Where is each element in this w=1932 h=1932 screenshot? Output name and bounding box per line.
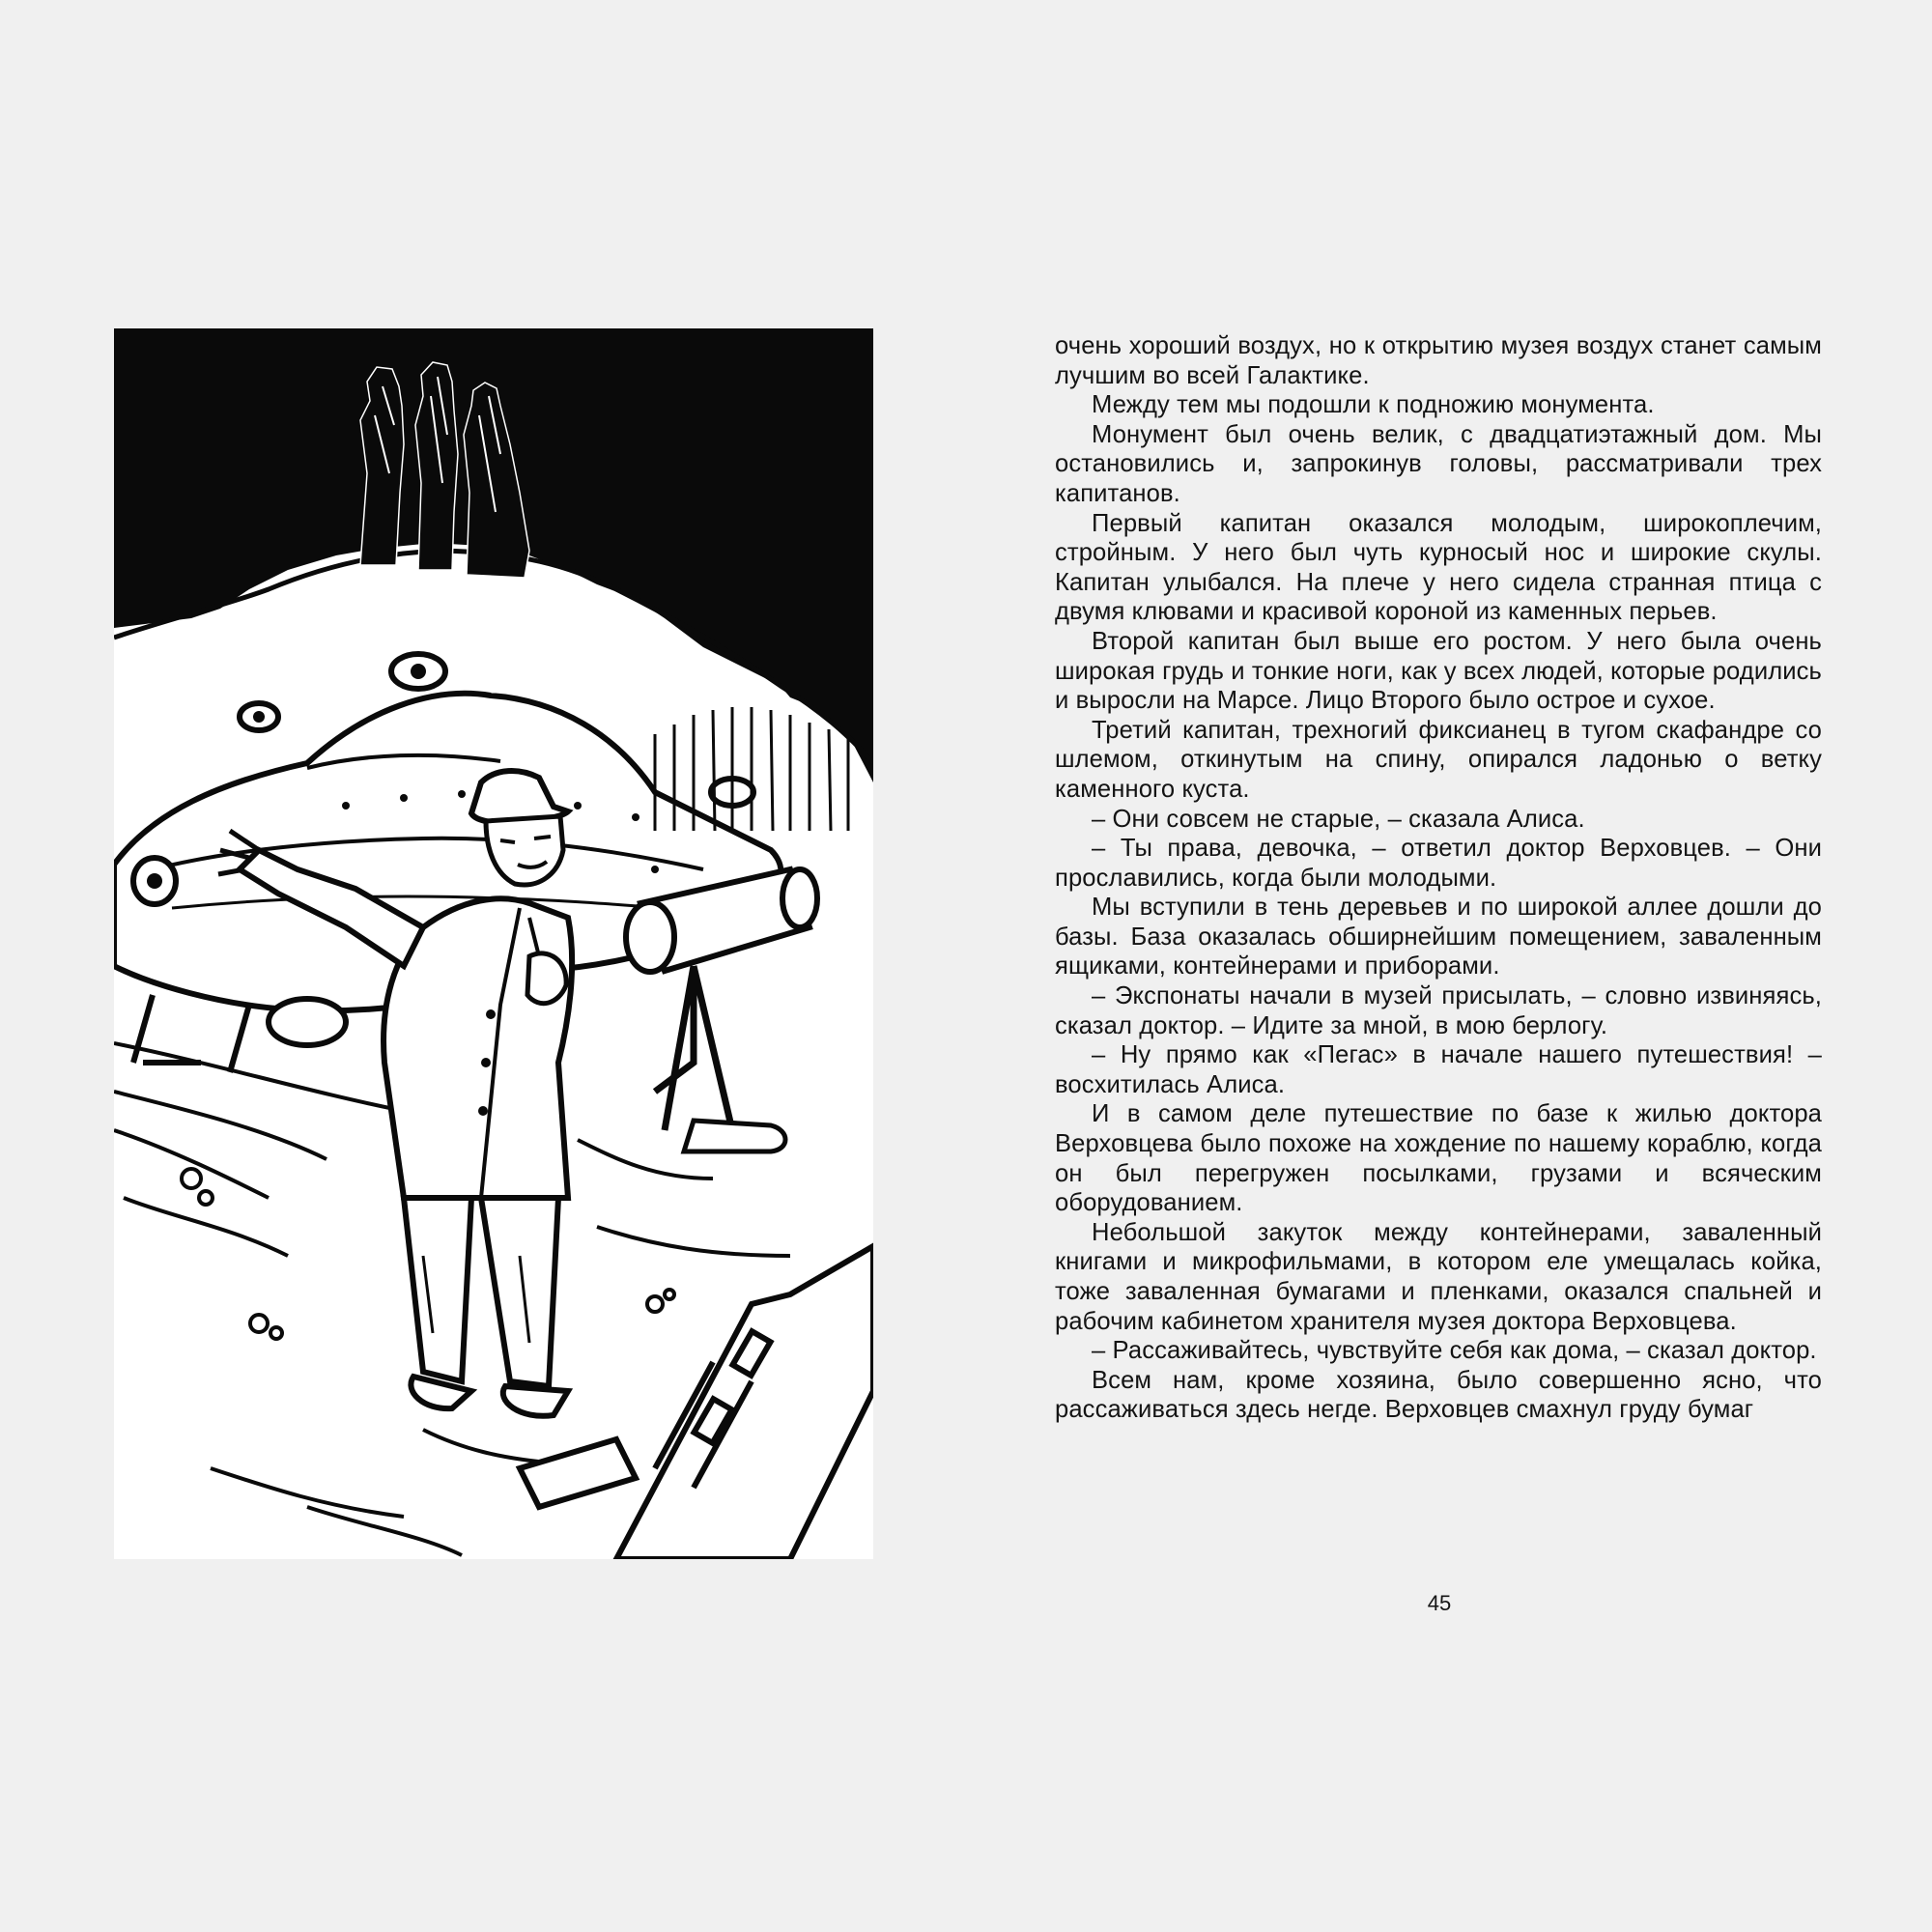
paragraph: Всем нам, кроме хозяина, было совершенно ясно, что рассаживаться здесь негде. Верховцев смахнул груду бумаг — [1055, 1366, 1822, 1424]
paragraph: – Ну прямо как «Пегас» в начале нашего путешествия! – восхитилась Алиса. — [1055, 1041, 1822, 1098]
text-column — [1055, 331, 1822, 1425]
paragraph: Между тем мы подошли к подножию монумента. — [1092, 391, 1655, 419]
paragraph: Третий капитан, трехногий фиксианец в тугом скафандре со шлемом, откинутым на спину, опирался ладонью о ветку каменного куста. — [1055, 716, 1822, 803]
wreck — [520, 1246, 873, 1559]
page-number: 45 — [1427, 1591, 1452, 1615]
paragraph: Небольшой закуток между контейнерами, заваленный книгами и микрофильмами, в котором еле умещалась койка, тоже заваленная бумагами и пленками, оказался спальней и рабочим кабинетом хранителя музея доктора Верховцева. — [1055, 1218, 1822, 1335]
paragraph: Мы вступили в тень деревьев и по широкой аллее дошли до базы. База оказалась обширнейшим помещением, заваленным ящиками, контейнерами и приборами. — [1055, 894, 1822, 980]
book-illustration — [114, 328, 873, 1559]
paragraph: И в самом деле путешествие по базе к жилью доктора Верховцева было похоже на хождение по нашему кораблю, когда он был перегружен посылками, грузами и всяческим оборудованием. — [1055, 1100, 1822, 1217]
paragraph: очень хороший воздух, но к открытию музея воздух станет самым лучшим во всей Галактике. — [1055, 332, 1822, 389]
paragraph: – Они совсем не старые, – сказала Алиса. — [1092, 805, 1585, 833]
paragraph: Второй капитан был выше его ростом. У него была очень широкая грудь и тонкие ноги, как у всех людей, которые родились и выросли на Марсе. Лицо Второго было острое и сухое. — [1055, 627, 1822, 715]
paragraph: – Ты права, девочка, – ответил доктор Верховцев. – Они прославились, когда были молодыми. — [1055, 835, 1822, 892]
paragraph: – Экспонаты начали в музей присылать, – словно извиняясь, сказал доктор. – Идите за мной, в мою берлогу. — [1055, 982, 1822, 1039]
paragraph: Первый капитан оказался молодым, широкоплечим, стройным. У него был чуть курносый нос и широкие скулы. Капитан улыбался. На плече у него сидела странная птица с двумя клювами и красивой короной из каменных перьев. — [1055, 509, 1822, 626]
paragraph: – Рассаживайтесь, чувствуйте себя как дома, – сказал доктор. — [1092, 1337, 1817, 1365]
paragraph: Монумент был очень велик, с двадцатиэтажный дом. Мы остановились и, запрокинув головы, рассматривали трех капитанов. — [1055, 420, 1822, 507]
